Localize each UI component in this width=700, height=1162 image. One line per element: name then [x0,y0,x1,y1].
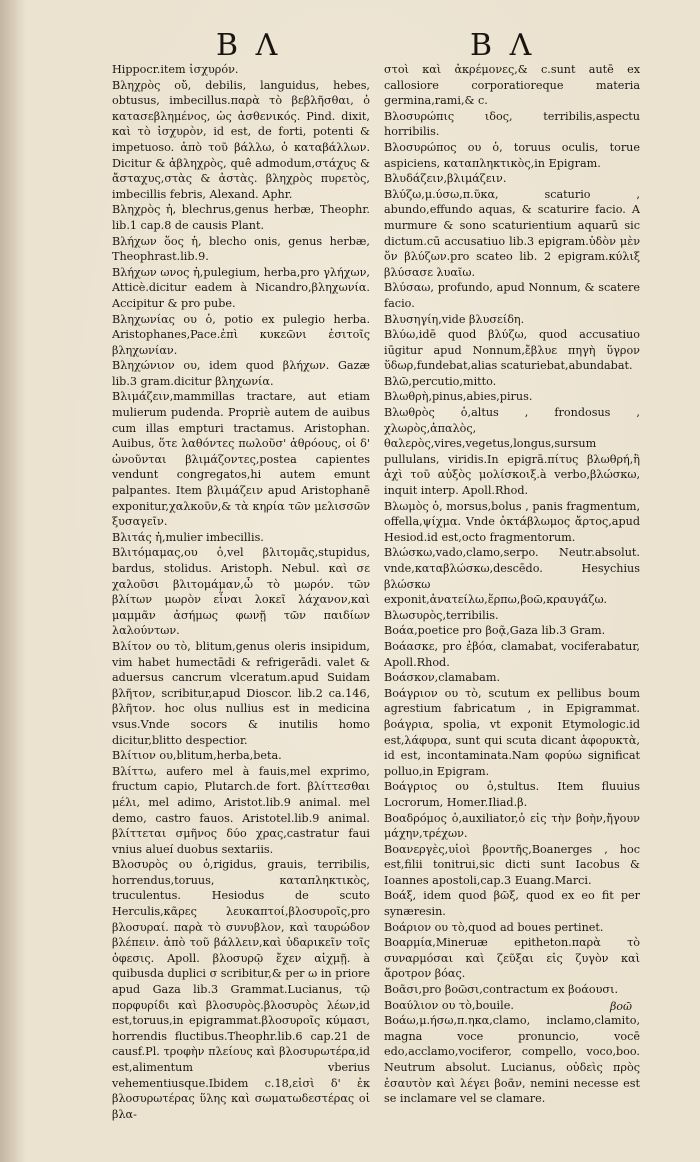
dictionary-entry: Βοάριον ου τὸ,quod ad boues pertinet. [384,920,604,934]
dictionary-entry: Βλιτάς ἡ,mulier imbecillis. [112,530,264,544]
dictionary-entry: Βοάασκε, pro ἐβόα, clamabat, vociferabatur, Apoll.Rhod. [384,639,640,669]
dictionary-entry: Βλήχων ωνος ἡ,pulegium, herba,pro γλήχων, Atticè.dicitur eadem à Nicandro,βληχωνία. Accipitur & pro pube. [112,265,370,310]
gutter-shadow [0,0,26,1162]
dictionary-entry: Βοαρμία,Mineruæ epitheton.παρὰ τὸ συναρμόσαι καὶ ζεῦξαι εἰς ζυγὸν καὶ ἄροτρον βόας. [384,936,640,981]
dictionary-entry: Βληχρὸς ἡ, blechrus,genus herbæ, Theophr. lib.1 cap.8 de causis Plant. [112,203,370,232]
running-head-left: B Λ [216,28,282,63]
dictionary-entry: Βλύσαω, profundo, apud Nonnum, & scatere facio. [384,281,640,310]
dictionary-entry: Hippocr.item ἰσχυρόν. [112,63,239,76]
dictionary-entry: Βοανεργὲς,υἱοὶ βροντῆς,Boanerges , hoc est,filii tonitrui,sic dicti sunt Iacobus & Ioannes apostoli,cap.3 Euang.Marci. [384,842,640,887]
dictionary-entry: Βλιτόμαμας,ου ὁ,vel βλιτομᾶς,stupidus, bardus, stolidus. Aristoph. Nebul. καὶ σε χαλοῦσι βλιτομάμαν,ὦ τὸ μωρόν. τῶν βλίτων μωρὸν εἶναι λοκεῖ λάχανον,καὶ μαμμᾶν ἀσήμως φωνῇ τῶν παιδίων λαλούντων. [112,546,370,638]
right-column [384,62,640,1107]
dictionary-entry: Βλίτον ου τὸ, blitum,genus oleris insipidum, vim habet humectādi & refrigerādi. valet & aduersus cancrum vlceratum.apud Suidam βλῆτον, scribitur,apud Dioscor. lib.2 ca.146, βλῆτον. hoc olus nullius est in medicina vsus.Vnde socors & inutilis homo dicitur,blitto despectior. [112,639,370,747]
dictionary-entry: Βοάξ, idem quod βῶξ, quod ex eo fit per synæresin. [384,889,640,919]
dictionary-entry: Βλυδάζειν,βλιμάζειν. [384,172,507,186]
dictionary-entry: Βλώσκω,vado,clamo,serpo. Neutr.absolut. vnde,καταβλώσκω,descēdo. Hesychius βλώσκω exponit,ἀνατείλω,ἕρπω,βοῶ,κραυγάζω. [384,546,640,607]
dictionary-entry: Βλοσυρὸς ου ὁ,rigidus, grauis, terribilis, horrendus,toruus, καταπληκτικὸς, truculentus. Hesiodus de scuto Herculis,κᾶρες λευκαπτοί,βλοσυροῖς,pro βλοσυραί. παρὰ τὸ συνυβλον, καὶ ταυρώδον βλέπειν. ἀπὸ τοῦ βάλλειν,καὶ ὑδαρικεῖν τοῖς ὀφεσις. Apoll. βλοσυρῷ ἔχεν αἰχμῇ. à quibusda duplici σ scribitur,& per ω in priore apud Gaza lib.3 Grammat.Lucianus, τῷ πορφυρίδι καὶ βλοσυρὸς.βλοσυρὸς λέων,id est,toruus,in epigrammat.βλοσυροῖς κύμασι, horrendis fluctibus.Theophr.lib.6 cap.21 de causf.Pl. τροφὴν πλείους καὶ βλοσυρωτέρα,id est,alimentum vberius vehementiusque.Ibidem c.18,εἰσὶ δ' ἐκ βλοσυρωτέρας ὕλης καὶ σωματωδεστέρας οἱ βλα- [112,858,370,1121]
dictionary-entry: Βλίττω, aufero mel à fauis,mel exprimo, fructum capio, Plutarch.de fort. βλίττεσθαι μέλι, mel adimo, Aristot.lib.9 animal. mel demo, castro fauos. Aristotel.lib.9 animal. βλίττεται σμῆνος δύο χρας,castratur faui vnius alueí duobus sextariis. [112,764,370,856]
dictionary-entry: Βληχωνίας ου ὁ, potio ex pulegio herba. Aristophanes,Pace.ἐπὶ κυκεῶνι ἐσιτοῖς βληχωνίαν. [112,312,370,357]
dictionary-entry: Βοάω,μ.ήσω,π.ηκα,clamo, inclamo,clamito, magna voce pronuncio, vocē edo,acclamo,vociferor, compello, voco,boo. Neutrum absolut. Lucianus, οὐδεὶς πρὸς ἐσαυτὸν καὶ λέγει βοᾶν, nemini necesse est se inclamare vel se clamare. [384,1014,640,1106]
dictionary-entry: Βληχώνιον ου, idem quod βλήχων. Gazæ lib.3 gram.dicitur βληχωνία. [112,359,370,388]
dictionary-entry: Βοάα,poetice pro βοᾷ,Gaza lib.3 Gram. [384,624,606,638]
dictionary-entry: Βλήχων ὅος ἡ, blecho onis, genus herbæ, Theophrast.lib.9. [112,234,370,264]
dictionary-entry: Βλωθρὴ,pinus,abies,pirus. [384,390,533,404]
dictionary-entry: Βλωμὸς ὁ, morsus,bolus , panis fragmentum, offella,ψίχμα. Vnde ὀκτάβλωμος ἄρτος,apud Hesiod.id est,octo fragmentorum. [384,499,640,544]
dictionary-entry: Βοαύλιον ου τὸ,bouile. [384,998,514,1012]
dictionary-entry: Βλωσυρὸς,terribilis. [384,608,499,622]
dictionary-entry: Βλοσυρώπος ου ὁ, toruus oculis, torue aspiciens, καταπληκτικὸς,in Epigram. [384,140,640,170]
dictionary-entry: Βοᾶσι,pro βοῶσι,contractum ex βοάουσι. [384,983,619,997]
dictionary-entry: Βλυσηγίη,vide βλυσείδη. [384,312,525,326]
dictionary-entry: Βλῶ,percutio,mitto. [384,374,497,388]
dictionary-entry: Βλύζω,μ.ύσω,π.ῦκα, scaturio , abundo,effundo aquas, & scaturire facio. A murmure & sono scaturientium aquarū sic dictum.cū accusatiuo lib.3 epigram.ὑδὸν μὲν ὅν βλύζων.pro scateo lib. 2 epigram.κύλιξ βλύσασε λυαῖω. [384,187,640,279]
dictionary-entry: Βλωθρὸς ὁ,altus , frondosus , χλωρὸς,ἀπαλὸς, θαλερὸς,vires,vegetus,longus,sursum pullulans, viridis.In epigrā.πίτυς βλωθρή,ἢ ἀχὶ τοῦ αὐξὸς μολίσκοιξ.à verbo,βλώσκω, inquit interp. Apoll.Rhod. [384,406,640,498]
dictionary-entry: Βοάγριον ου τὸ, scutum ex pellibus boum agrestium fabricatum , in Epigrammat. βοάγρια, spolia, vt exponit Etymologic.id est,λάφυρα, sunt qui scuta dicant ἀφορυκτὰ, id est, incontaminata.Nam φορύω significat polluo,in Epigram. [384,686,640,778]
running-head-right: B Λ [470,28,536,63]
dictionary-entry: Βοαδρόμος ὁ,auxiliator,ὁ εἰς τὴν βοὴν,ἤγουν μάχην,τρέχων. [384,811,640,841]
dictionary-entry: Βοάσκον,clamabam. [384,671,501,685]
left-column [112,62,370,1122]
dictionary-entry: Βοάγριος ου ὁ,stultus. Item fluuius Locrorum, Homer.Iliad.β. [384,780,640,809]
dictionary-entry: Βλιμάζειν,mammillas tractare, aut etiam mulierum pudenda. Propriè autem de auibus cum illas empturi tractamus. Aristophan. Auibus, ὅτε λαθόντες πωλοῦσ' ἀθρόους, οἱ δ' ὠνοῦνται βλιμάζοντες,postea capientes vendunt congregatos,hi autem emunt palpantes. Item βλιμάζειν apud Aristophanē exponitur,χαλκοῦν,& τὰ κηρία τῶν μελισσῶν ξυσαγεῖν. [112,390,370,529]
dictionary-entry: στοὶ καὶ ἀκρέμονες,& c.sunt autē ex callosiore corporatioreque materia germina,rami,& c. [384,63,640,108]
dictionary-entry: Βλύω,idē quod βλύζω, quod accusatiuo iūgitur apud Nonnum,ἔβλυε πηγὴ ὕγρον ὕδωρ,fundebat,alias scaturiebat,abundabat. [384,328,640,373]
dictionary-entry: Βληχρὸς οὔ, debilis, languidus, hebes, obtusus, imbecillus.παρὰ τὸ βεβλῆσθαι, ὁ κατασεβλημένος, ὡς ἀσθενικός. Pind. dixit, καὶ τὸ ἰσχυρὸν, id est, de forti, potenti & impetuoso. ἀπὸ τοῦ βάλλω, ὁ καταβάλλων. Dicitur & ἀβληχρὸς, quê admodum,στάχυς & ἄσταχυς,στὰς & ἀστὰς. βληχρὸς πυρετὸς, imbecillis febris, Alexand. Aphr. [112,78,370,201]
catchword: βοῶ [610,1000,632,1013]
dictionary-entry: Βλίτιον ου,blitum,herba,beta. [112,749,282,763]
dictionary-entry: Βλοσυρώπις ιδος, terribilis,aspectu horribilis. [384,109,640,139]
